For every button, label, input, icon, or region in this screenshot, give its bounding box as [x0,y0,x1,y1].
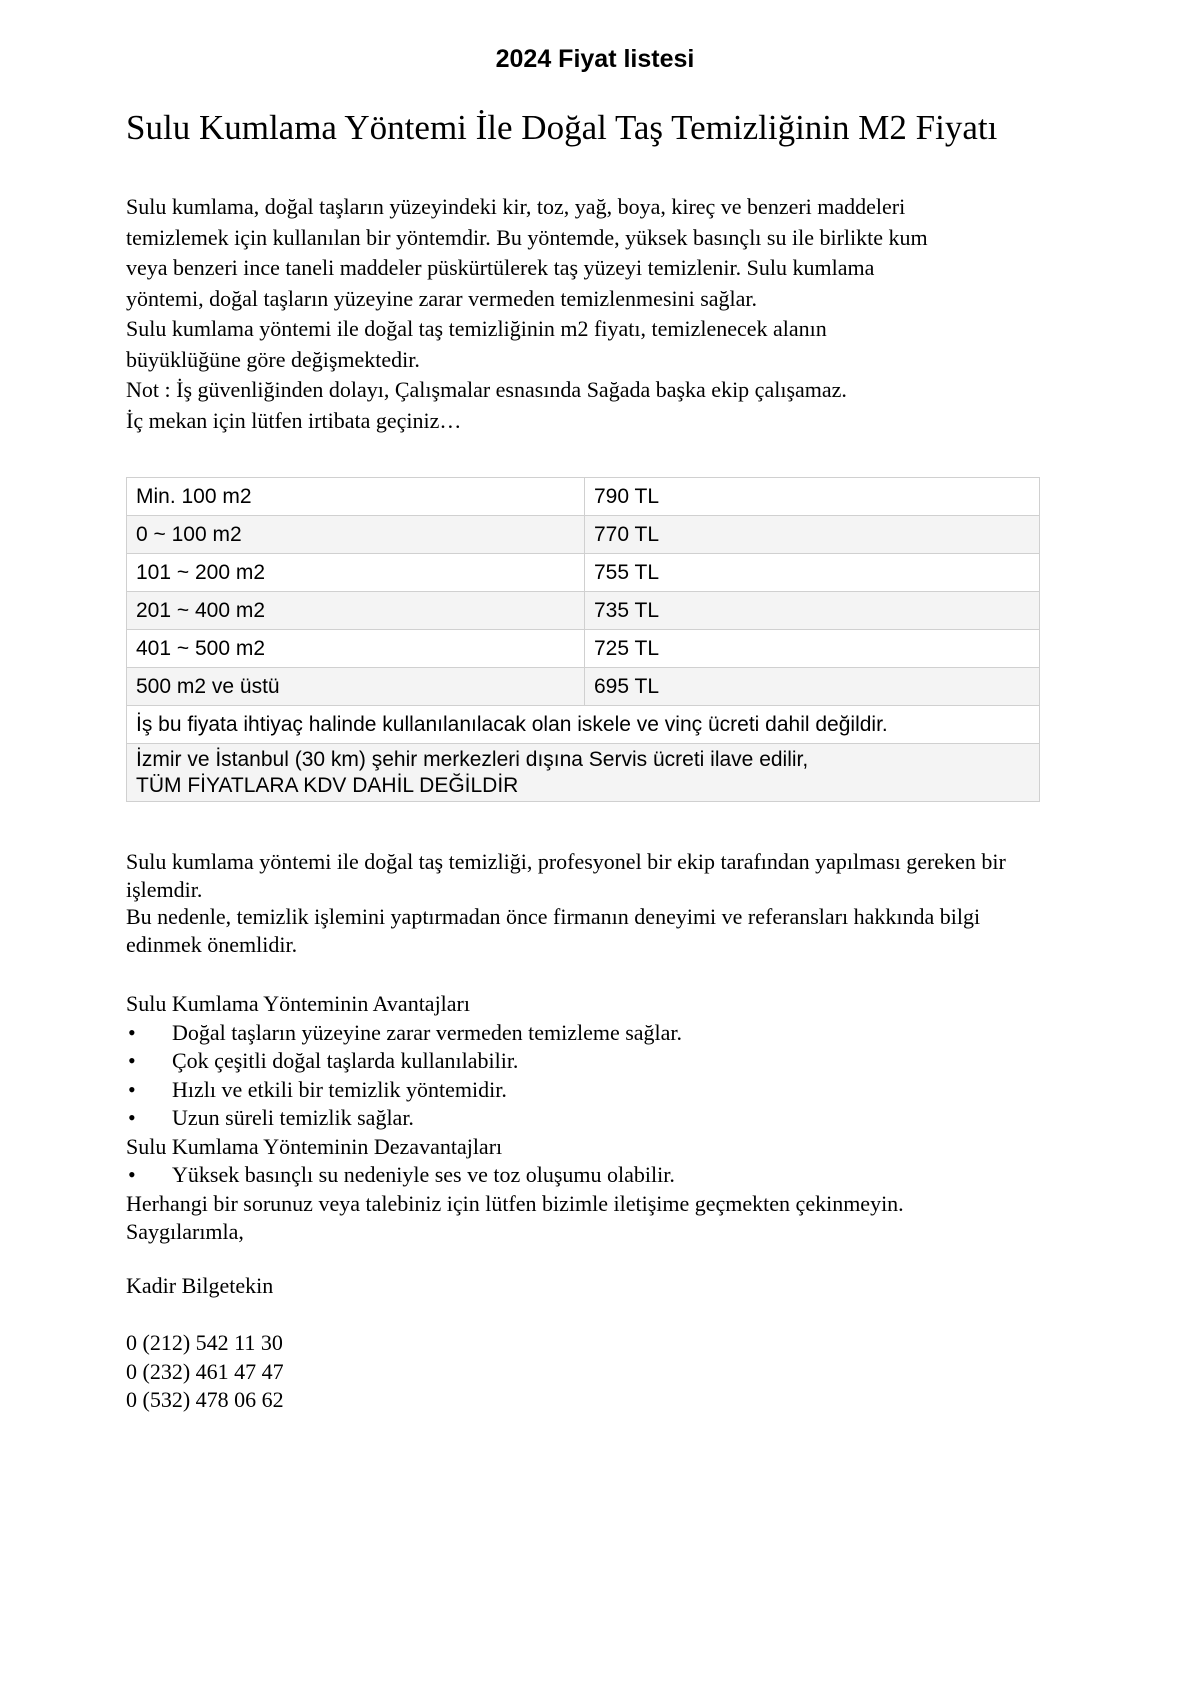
page-top-title: 2024 Fiyat listesi [495,45,695,73]
range-cell: Min. 100 m2 [127,478,585,516]
body-line: Sulu kumlama yöntemi ile doğal taş temizliği, profesyonel bir ekip tarafından yapılması gereken bir [126,849,1006,874]
body-line: Bu nedenle, temizlik işlemini yaptırmadan önce firmanın deneyimi ve referansları hakkında bilgi [126,904,981,930]
table-row [127,668,1040,706]
professional-paragraph [126,848,1056,958]
pros-cons-section [126,990,1056,1247]
disadvantages-title: Sulu Kumlama Yönteminin Dezavantajları [126,1133,503,1159]
list-item [126,1104,1056,1133]
list-item [126,1161,1056,1190]
service-vat-note [127,744,1040,802]
advantage-text: Uzun süreli temizlik sağlar. [172,1105,414,1130]
price-cell: 755 TL [585,554,1040,592]
phone-number: 0 (232) 461 47 47 [126,1358,284,1384]
intro-contact-note: İç mekan için lütfen irtibata geçiniz… [126,407,462,433]
advantage-text: Hızlı ve etkili bir temizlik yöntemidir. [172,1076,507,1102]
service-fee-note: İzmir ve İstanbul (30 km) şehir merkezleri dışına Servis ücreti ilave edilir, [136,747,809,771]
range-cell: 0 ~ 100 m2 [127,516,585,554]
signer-name: Kadir Bilgetekin [126,1273,274,1298]
closing-line: Saygılarımla, [126,1219,244,1244]
body-line: edinmek önemlidir. [126,931,298,957]
advantage-text: Doğal taşların yüzeyine zarar vermeden temizleme sağlar. [172,1019,683,1045]
range-cell: 101 ~ 200 m2 [127,554,585,592]
range-cell: 201 ~ 400 m2 [127,592,585,630]
price-cell: 790 TL [585,478,1040,516]
intro-line: veya benzeri ince taneli maddeler püskürtülerek taş yüzeyi temizlenir. Sulu kumlama [126,255,875,280]
bullet-icon: • [128,1076,136,1102]
intro-line: temizlemek için kullanılan bir yöntemdir. Bu yöntemde, yüksek basınçlı su ile birlikte kum [126,224,928,250]
price-cell: 725 TL [585,630,1040,668]
scaffold-note: İş bu fiyata ihtiyaç halinde kullanılanılacak olan iskele ve vinç ücreti dahil değildir. [127,706,1040,744]
bullet-icon: • [128,1162,136,1187]
phone-number: 0 (532) 478 06 62 [126,1387,284,1412]
table-row [127,592,1040,630]
advantage-text: Çok çeşitli doğal taşlarda kullanılabilir. [172,1048,519,1073]
bullet-icon: • [128,1048,136,1073]
intro-line: Sulu kumlama yöntemi ile doğal taş temizliğinin m2 fiyatı, temizlenecek alanın [126,316,827,341]
phone-number: 0 (212) 542 11 30 [126,1330,283,1355]
contact-invitation: Herhangi bir sorunuz veya talebiniz için lütfen bizimle iletişime geçmekten çekinmeyin. [126,1190,904,1216]
table-note-row [127,744,1040,802]
price-table [126,477,1040,802]
intro-line: yöntemi, doğal taşların yüzeyine zarar vermeden temizlenmesini sağlar. [126,285,758,311]
page-heading: Sulu Kumlama Yöntemi İle Doğal Taş Temizliğinin M2 Fiyatı [126,108,998,147]
intro-note: Not : İş güvenliğinden dolayı, Çalışmalar esnasında Sağada başka ekip çalışamaz. [126,377,847,402]
table-row [127,478,1040,516]
intro-line: Sulu kumlama, doğal taşların yüzeyindeki kir, toz, yağ, boya, kireç ve benzeri maddeleri [126,194,906,219]
spacer [126,1301,726,1330]
signature-block [126,1272,726,1415]
table-row [127,554,1040,592]
body-line: işlemdir. [126,876,203,902]
bullet-icon: • [128,1105,136,1130]
intro-paragraph [126,192,1046,436]
advantages-title: Sulu Kumlama Yönteminin Avantajları [126,991,470,1016]
list-item [126,1047,1056,1076]
price-cell: 770 TL [585,516,1040,554]
range-cell: 401 ~ 500 m2 [127,630,585,668]
bullet-icon: • [128,1019,136,1045]
vat-note: TÜM FİYATLARA KDV DAHİL DEĞİLDİR [136,773,519,797]
price-cell: 735 TL [585,592,1040,630]
intro-line: büyüklüğüne göre değişmektedir. [126,346,420,372]
range-cell: 500 m2 ve üstü [127,668,585,706]
price-cell: 695 TL [585,668,1040,706]
disadvantage-text: Yüksek basınçlı su nedeniyle ses ve toz oluşumu olabilir. [172,1162,675,1187]
table-row [127,630,1040,668]
table-note-row [127,706,1040,744]
list-item [126,1076,1056,1105]
table-row [127,516,1040,554]
list-item [126,1019,1056,1048]
